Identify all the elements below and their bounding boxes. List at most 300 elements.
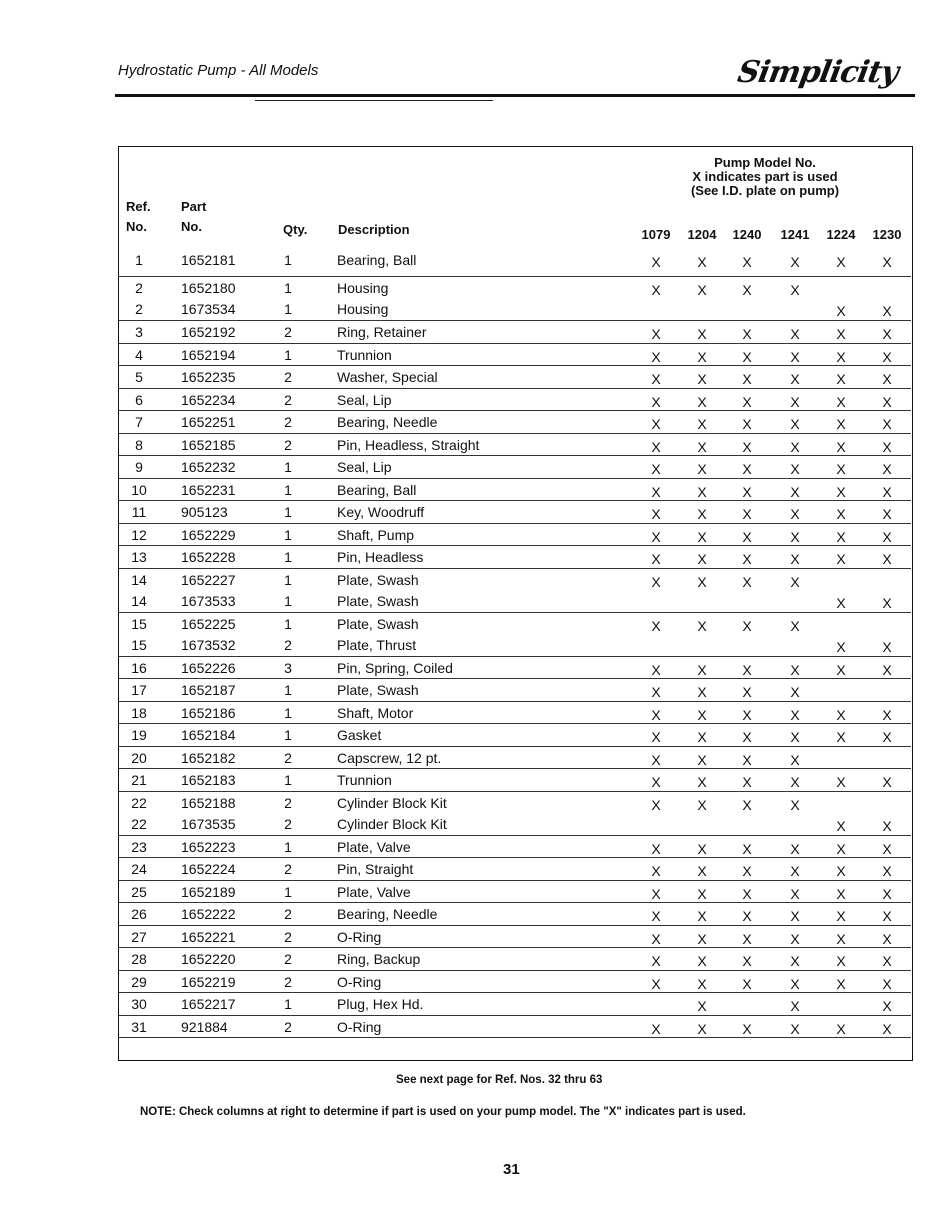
ref-number: 14	[131, 592, 147, 609]
part-description: Cylinder Block Kit	[337, 815, 447, 832]
part-number: 1652180	[181, 280, 236, 296]
model-used-mark: X	[790, 573, 800, 590]
table-row	[119, 321, 911, 344]
model-used-mark: X	[882, 506, 892, 522]
model-used-mark: X	[651, 1020, 661, 1037]
parts-table-rows	[119, 249, 911, 1038]
model-used-mark: X	[790, 684, 800, 700]
model-used-mark: X	[742, 506, 752, 522]
part-number: 1652187	[181, 682, 236, 698]
ref-number: 25	[131, 883, 147, 900]
part-number: 1652221	[181, 928, 236, 945]
table-row	[119, 881, 911, 904]
table-row	[119, 456, 911, 479]
model-used-mark: X	[742, 528, 752, 545]
model-used-mark: X	[882, 638, 892, 655]
quantity: 2	[284, 1018, 292, 1035]
part-number: 1652189	[181, 883, 236, 900]
model-used-mark: X	[790, 461, 800, 477]
model-used-mark: X	[697, 796, 707, 813]
part-description: Seal, Lip	[337, 391, 392, 408]
ref-number: 14	[131, 571, 147, 588]
ref-number: 22	[131, 815, 147, 832]
pump-model-title: Pump Model No.	[714, 155, 816, 170]
model-used-mark: X	[742, 796, 752, 813]
page-number: 31	[503, 1161, 520, 1178]
model-used-mark: X	[790, 774, 800, 790]
model-used-mark: X	[882, 706, 892, 723]
table-row	[119, 724, 911, 747]
model-used-mark: X	[742, 840, 752, 857]
model-used-mark: X	[790, 729, 800, 745]
model-used-mark: X	[882, 461, 892, 477]
simplicity-logo: Simplicity	[734, 55, 901, 90]
model-used-mark: X	[697, 371, 707, 387]
ref-number: 24	[131, 861, 147, 877]
model-used-mark: X	[790, 1020, 800, 1037]
part-description: Trunnion	[337, 346, 392, 363]
model-used-mark: X	[836, 817, 846, 834]
model-used-mark: X	[882, 885, 892, 902]
model-used-mark: X	[742, 371, 752, 387]
ref-label-2: No.	[126, 219, 147, 234]
model-used-mark: X	[836, 774, 846, 790]
model-used-mark: X	[651, 371, 661, 387]
model-header-4: 1224	[826, 227, 856, 242]
table-row	[119, 792, 911, 836]
model-used-mark: X	[882, 729, 892, 745]
model-used-mark: X	[742, 975, 752, 992]
model-used-mark: X	[836, 371, 846, 387]
model-used-mark: X	[882, 953, 892, 969]
part-description: Bearing, Needle	[337, 414, 438, 430]
quantity: 2	[284, 815, 292, 832]
model-used-mark: X	[836, 348, 846, 365]
model-used-mark: X	[836, 1020, 846, 1037]
model-used-mark: X	[882, 930, 892, 947]
model-used-mark: X	[836, 483, 846, 500]
model-used-mark: X	[697, 908, 707, 924]
table-row	[119, 344, 911, 367]
part-description: O-Ring	[337, 928, 382, 945]
model-used-mark: X	[836, 975, 846, 992]
model-used-mark: X	[651, 461, 661, 477]
part-number: 1673532	[181, 636, 236, 653]
part-description: Shaft, Motor	[337, 704, 414, 721]
part-number: 1652185	[181, 436, 236, 453]
part-number: 1652234	[181, 391, 236, 408]
model-used-mark: X	[742, 953, 752, 969]
ref-number: 3	[135, 324, 143, 340]
ref-number: 30	[131, 996, 147, 1012]
part-number: 1652184	[181, 727, 236, 743]
part-label-1: Part	[181, 199, 207, 214]
part-number: 1652186	[181, 704, 236, 721]
quantity: 1	[284, 526, 292, 543]
part-description: Plate, Swash	[337, 615, 419, 632]
model-used-mark: X	[790, 885, 800, 902]
model-used-mark: X	[836, 638, 846, 655]
model-used-mark: X	[836, 303, 846, 319]
qty-label: Qty.	[283, 222, 308, 237]
model-used-mark: X	[651, 282, 661, 298]
model-used-mark: X	[742, 930, 752, 947]
part-description: Plate, Swash	[337, 592, 419, 609]
model-used-mark: X	[790, 998, 800, 1014]
table-row	[119, 479, 911, 502]
table-row	[119, 993, 911, 1016]
model-used-mark: X	[697, 393, 707, 410]
model-used-mark: X	[836, 908, 846, 924]
quantity: 1	[284, 682, 292, 698]
model-used-mark: X	[882, 774, 892, 790]
quantity: 1	[284, 592, 292, 609]
model-used-mark: X	[882, 483, 892, 500]
quantity: 1	[284, 459, 292, 475]
part-number: 1652232	[181, 459, 236, 475]
model-used-mark: X	[836, 840, 846, 857]
table-row	[119, 501, 911, 524]
part-number: 1652227	[181, 571, 236, 588]
model-used-mark: X	[651, 840, 661, 857]
part-number: 1673535	[181, 815, 236, 832]
part-number: 1652224	[181, 861, 236, 877]
part-number: 1652235	[181, 369, 236, 385]
model-used-mark: X	[836, 438, 846, 455]
ref-number: 15	[131, 615, 147, 632]
table-row	[119, 747, 911, 770]
ref-number: 5	[135, 369, 143, 385]
part-description: Plug, Hex Hd.	[337, 996, 424, 1012]
part-number: 1652181	[181, 252, 236, 268]
model-used-mark: X	[697, 953, 707, 969]
pump-model-heading	[660, 156, 870, 198]
model-used-mark: X	[882, 1020, 892, 1037]
model-used-mark: X	[790, 930, 800, 947]
part-description: O-Ring	[337, 1018, 382, 1035]
model-used-mark: X	[790, 661, 800, 678]
model-used-mark: X	[790, 348, 800, 365]
part-number: 1652226	[181, 659, 236, 676]
model-used-mark: X	[882, 863, 892, 879]
part-number: 1652251	[181, 414, 236, 430]
model-used-mark: X	[697, 706, 707, 723]
ref-number: 12	[131, 526, 147, 543]
model-used-mark: X	[790, 975, 800, 992]
quantity: 1	[284, 481, 292, 498]
model-used-mark: X	[836, 885, 846, 902]
part-description: Pin, Spring, Coiled	[337, 659, 453, 676]
table-row	[119, 366, 911, 389]
model-used-mark: X	[790, 282, 800, 298]
model-used-mark: X	[697, 930, 707, 947]
model-used-mark: X	[836, 729, 846, 745]
model-used-mark: X	[836, 461, 846, 477]
pump-model-note: X indicates part is used	[692, 169, 838, 184]
table-row	[119, 971, 911, 994]
part-description: Bearing, Needle	[337, 906, 438, 922]
model-used-mark: X	[742, 483, 752, 500]
header-subrule	[255, 100, 493, 101]
ref-number: 4	[135, 346, 143, 363]
part-number: 1652231	[181, 481, 236, 498]
model-used-mark: X	[742, 908, 752, 924]
model-used-mark: X	[882, 416, 892, 432]
ref-number: 1	[135, 252, 143, 268]
model-used-mark: X	[742, 393, 752, 410]
ref-number: 23	[131, 838, 147, 855]
table-row	[119, 389, 911, 412]
model-used-mark: X	[790, 254, 800, 270]
model-used-mark: X	[836, 706, 846, 723]
model-used-mark: X	[651, 975, 661, 992]
model-used-mark: X	[882, 254, 892, 270]
model-used-mark: X	[697, 461, 707, 477]
model-used-mark: X	[742, 282, 752, 298]
ref-number: 6	[135, 391, 143, 408]
model-used-mark: X	[882, 528, 892, 545]
model-used-mark: X	[742, 751, 752, 768]
model-used-mark: X	[697, 254, 707, 270]
model-used-mark: X	[742, 885, 752, 902]
model-used-mark: X	[742, 1020, 752, 1037]
ref-number: 10	[131, 481, 147, 498]
model-used-mark: X	[790, 483, 800, 500]
ref-number: 11	[131, 504, 147, 520]
part-number: 1673534	[181, 301, 236, 317]
ref-number: 2	[135, 301, 143, 317]
model-used-mark: X	[836, 863, 846, 879]
ref-number: 9	[135, 459, 143, 475]
model-used-mark: X	[697, 528, 707, 545]
table-row	[119, 836, 911, 859]
part-description: Bearing, Ball	[337, 481, 417, 498]
ref-number: 13	[131, 549, 147, 565]
ref-number: 27	[131, 928, 147, 945]
part-description: Bearing, Ball	[337, 252, 417, 268]
table-row	[119, 569, 911, 613]
quantity: 2	[284, 906, 292, 922]
model-used-mark: X	[790, 551, 800, 567]
part-label-2: No.	[181, 219, 202, 234]
model-used-mark: X	[742, 573, 752, 590]
model-used-mark: X	[651, 506, 661, 522]
ref-label-1: Ref.	[126, 199, 151, 214]
model-used-mark: X	[742, 551, 752, 567]
table-row	[119, 434, 911, 457]
part-number: 1652229	[181, 526, 236, 543]
ref-number: 15	[131, 636, 147, 653]
ref-number: 16	[131, 659, 147, 676]
usage-note: NOTE: Check columns at right to determine if part is used on your pump model. The "X" indicates part is used.	[140, 1106, 746, 1118]
ref-number: 21	[131, 772, 147, 788]
model-used-mark: X	[697, 438, 707, 455]
quantity: 2	[284, 369, 292, 385]
part-description: Key, Woodruff	[337, 504, 425, 520]
model-used-mark: X	[882, 908, 892, 924]
ref-number: 18	[131, 704, 147, 721]
model-header-0: 1079	[641, 227, 671, 242]
model-used-mark: X	[790, 863, 800, 879]
model-used-mark: X	[651, 863, 661, 879]
part-description: Washer, Special	[337, 369, 438, 385]
part-number: 1652192	[181, 324, 236, 340]
model-used-mark: X	[882, 840, 892, 857]
ref-number: 7	[135, 414, 143, 430]
model-used-mark: X	[742, 774, 752, 790]
model-used-mark: X	[790, 953, 800, 969]
ref-number: 2	[135, 280, 143, 296]
model-used-mark: X	[882, 661, 892, 678]
model-used-mark: X	[651, 416, 661, 432]
model-used-mark: X	[836, 594, 846, 611]
model-used-mark: X	[742, 706, 752, 723]
quantity: 2	[284, 928, 292, 945]
model-used-mark: X	[651, 885, 661, 902]
model-used-mark: X	[742, 326, 752, 342]
quantity: 2	[284, 749, 292, 766]
model-used-mark: X	[651, 684, 661, 700]
table-row	[119, 702, 911, 725]
quantity: 1	[284, 549, 292, 565]
model-used-mark: X	[790, 528, 800, 545]
ref-number: 26	[131, 906, 147, 922]
table-row	[119, 277, 911, 321]
part-description: Plate, Swash	[337, 571, 419, 588]
pump-model-plate-note: (See I.D. plate on pump)	[690, 183, 840, 198]
part-description: Plate, Valve	[337, 883, 411, 900]
model-used-mark: X	[697, 506, 707, 522]
table-row	[119, 1016, 911, 1039]
quantity: 1	[284, 280, 292, 296]
ref-number: 28	[131, 951, 147, 967]
ref-number: 17	[131, 682, 147, 698]
model-used-mark: X	[651, 796, 661, 813]
model-used-mark: X	[790, 326, 800, 342]
part-number: 1652219	[181, 973, 236, 990]
table-row	[119, 249, 911, 277]
quantity: 2	[284, 973, 292, 990]
table-row	[119, 546, 911, 569]
quantity: 1	[284, 252, 292, 268]
model-used-mark: X	[882, 303, 892, 319]
quantity: 1	[284, 615, 292, 632]
model-used-mark: X	[697, 684, 707, 700]
model-used-mark: X	[742, 438, 752, 455]
table-row	[119, 679, 911, 702]
quantity: 2	[284, 636, 292, 653]
model-used-mark: X	[651, 254, 661, 270]
quantity: 1	[284, 772, 292, 788]
model-used-mark: X	[836, 393, 846, 410]
model-used-mark: X	[697, 282, 707, 298]
model-used-mark: X	[742, 684, 752, 700]
part-number: 1652223	[181, 838, 236, 855]
model-used-mark: X	[882, 371, 892, 387]
model-used-mark: X	[836, 930, 846, 947]
model-used-mark: X	[742, 661, 752, 678]
part-number: 1652194	[181, 346, 236, 363]
model-used-mark: X	[697, 573, 707, 590]
model-used-mark: X	[697, 751, 707, 768]
model-used-mark: X	[836, 416, 846, 432]
quantity: 1	[284, 996, 292, 1012]
model-used-mark: X	[697, 483, 707, 500]
ref-number: 31	[131, 1018, 147, 1035]
model-used-mark: X	[742, 729, 752, 745]
model-used-mark: X	[790, 416, 800, 432]
model-used-mark: X	[742, 348, 752, 365]
ref-number: 22	[131, 794, 147, 811]
part-number: 1673533	[181, 592, 236, 609]
table-row	[119, 948, 911, 971]
part-description: Shaft, Pump	[337, 526, 415, 543]
quantity: 2	[284, 951, 292, 967]
model-used-mark: X	[882, 551, 892, 567]
model-used-mark: X	[790, 506, 800, 522]
next-page-note: See next page for Ref. Nos. 32 thru 63	[396, 1074, 603, 1086]
part-number: 905123	[181, 504, 228, 520]
part-number: 1652183	[181, 772, 236, 788]
table-row	[119, 769, 911, 792]
model-used-mark: X	[836, 528, 846, 545]
model-used-mark: X	[651, 751, 661, 768]
model-used-mark: X	[790, 438, 800, 455]
model-used-mark: X	[882, 438, 892, 455]
model-used-mark: X	[882, 817, 892, 834]
quantity: 2	[284, 861, 292, 877]
part-description: Plate, Thrust	[337, 636, 417, 653]
model-used-mark: X	[651, 953, 661, 969]
model-used-mark: X	[697, 998, 707, 1014]
model-used-mark: X	[790, 908, 800, 924]
model-header-5: 1230	[872, 227, 902, 242]
model-used-mark: X	[742, 863, 752, 879]
part-description: Plate, Swash	[337, 682, 419, 698]
part-number: 1652182	[181, 749, 236, 766]
model-used-mark: X	[651, 528, 661, 545]
model-used-mark: X	[790, 751, 800, 768]
quantity: 1	[284, 838, 292, 855]
model-used-mark: X	[836, 254, 846, 270]
part-description: Capscrew, 12 pt.	[337, 749, 442, 766]
quantity: 1	[284, 571, 292, 588]
quantity: 2	[284, 414, 292, 430]
model-used-mark: X	[697, 617, 707, 634]
model-used-mark: X	[651, 393, 661, 410]
model-used-mark: X	[836, 326, 846, 342]
table-row	[119, 903, 911, 926]
part-description: Ring, Retainer	[337, 324, 427, 340]
model-used-mark: X	[697, 975, 707, 992]
model-used-mark: X	[697, 551, 707, 567]
model-used-mark: X	[836, 953, 846, 969]
table-row	[119, 926, 911, 949]
model-used-mark: X	[651, 930, 661, 947]
quantity: 1	[284, 504, 292, 520]
part-number: 921884	[181, 1018, 228, 1035]
table-row	[119, 858, 911, 881]
table-row	[119, 524, 911, 547]
part-description: Pin, Headless	[337, 549, 424, 565]
part-number: 1652220	[181, 951, 236, 967]
model-used-mark: X	[742, 416, 752, 432]
model-used-mark: X	[697, 840, 707, 857]
quantity: 2	[284, 324, 292, 340]
model-header-3: 1241	[780, 227, 810, 242]
model-used-mark: X	[882, 594, 892, 611]
model-used-mark: X	[742, 617, 752, 634]
